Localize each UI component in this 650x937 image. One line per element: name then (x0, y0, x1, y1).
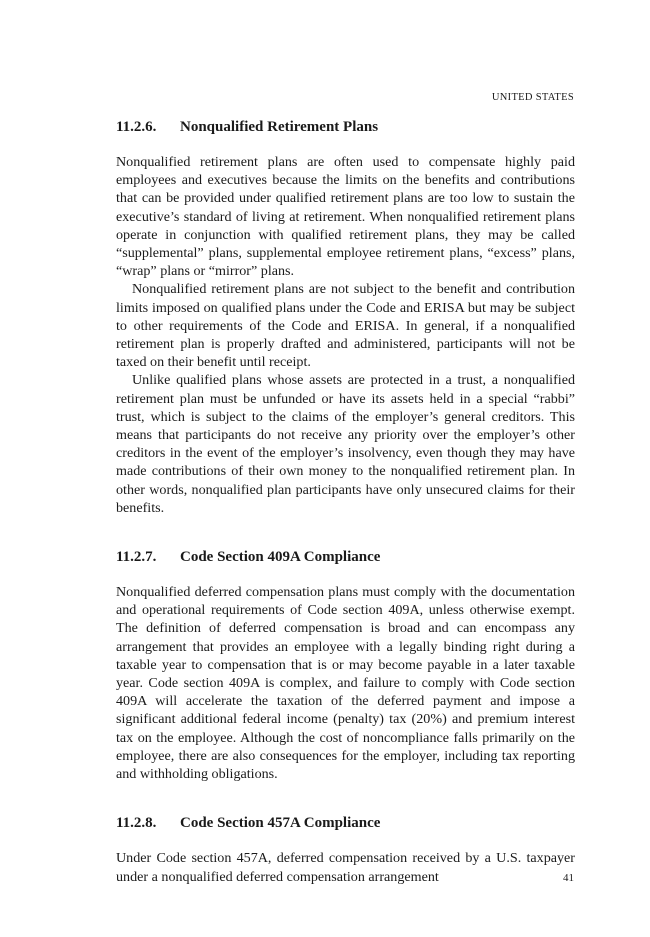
paragraph: Nonqualified retirement plans are not subject to the benefit and contribution limits imposed on qualified plans under the Code and ERISA but may be subject to other requirements of the Code and ERISA. In general, if a nonqualified retirement plan is properly drafted and administered, participants will not be taxed on their benefit until receipt. (116, 281, 575, 371)
paragraph: Nonqualified retirement plans are often used to compensate highly paid employees and executives because the limits on the benefits and contributions that can be provided under qualified retirement plans are too low to sustain the executive’s standard of living at retirement. When nonqualified retirement plans operate in conjunction with qualified retirement plans, they may be called “supplemental” plans, supplemental employee retirement plans, “excess” plans, “wrap” plans or “mirror” plans. (116, 154, 575, 280)
section-title: Code Section 457A Compliance (180, 815, 381, 832)
section-number: 11.2.7. (116, 549, 157, 566)
paragraph: Under Code section 457A, deferred compensation received by a U.S. taxpayer under a nonqualified deferred compensation arrangement (116, 850, 575, 885)
running-head: UNITED STATES (491, 92, 574, 103)
section-title: Nonqualified Retirement Plans (180, 119, 379, 135)
section-heading (116, 117, 575, 137)
paragraph: Unlike qualified plans whose assets are protected in a trust, a nonqualified retirement plan must be unfunded or have its assets held in a special “rabbi” trust, which is subject to the claims of the employer’s general creditors. This means that participants do not receive any priority over the employer’s other creditors in the event of the employer’s insolvency, even though they may have made contributions of their own money to the nonqualified retirement plan. In other words, nonqualified plan participants have only unsecured claims for their benefits. (116, 372, 575, 516)
page-content (116, 117, 575, 916)
section-11-2-8 (116, 813, 575, 885)
section-heading (116, 547, 575, 567)
section-11-2-6 (116, 117, 575, 517)
section-title: Code Section 409A Compliance (180, 549, 381, 566)
section-heading (116, 813, 575, 833)
section-11-2-7 (116, 547, 575, 783)
section-number: 11.2.6. (116, 119, 157, 135)
page-number: 41 (563, 872, 574, 884)
section-number: 11.2.8. (116, 815, 157, 832)
paragraph: Nonqualified deferred compensation plans must comply with the documentation and operational requirements of Code section 409A, unless otherwise exempt. The definition of deferred compensation is broad and can encompass any arrangement that provides an employee with a legally binding right during a taxable year to compensation that is or may become payable in a later taxable year. Code section 409A is complex, and failure to comply with Code section 409A will accelerate the taxation of the deferred payment and impose a significant additional federal income (penalty) tax (20%) and premium interest tax on the employee. Although the cost of noncompliance falls primarily on the employee, there are also consequences for the employer, including tax reporting and withholding obligations. (116, 584, 575, 783)
